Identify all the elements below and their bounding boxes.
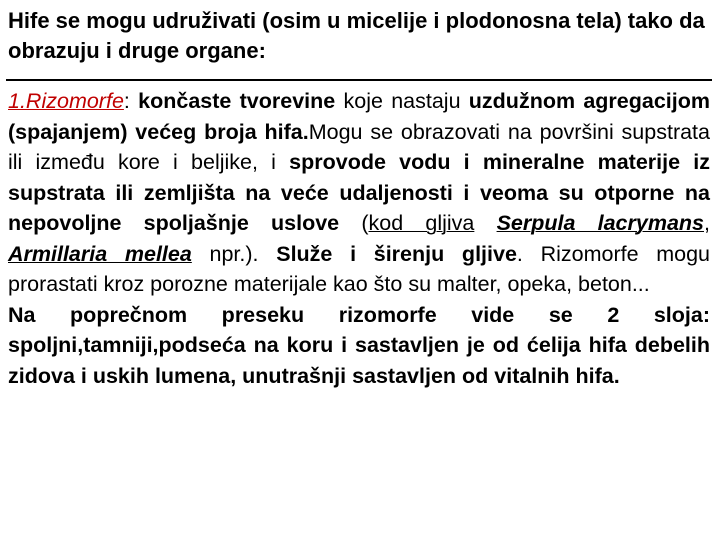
definition-normal: koje nastaju (335, 89, 461, 113)
paragraph-cross-section: Na poprečnom preseku rizomorfe vide se 2 sloja: spoljni,tamniji,podseća na koru i sastavljen je od ćelija hifa debelih zidova i uskih lumena, unutrašnji sastavljen od vitalnih hifa. (8, 302, 710, 388)
definition-bold: končaste tvorevine (129, 89, 336, 113)
serve-spread-bold: Služe i širenju gljive (258, 241, 517, 266)
species-comma: , (704, 211, 710, 235)
kod-gljiva-link: kod gljiva (368, 211, 475, 235)
conducts-water-bold: sprovode vodu i mineralne materije iz supstrata ili zemljišta na veće udaljenosti i veoma su otporne na nepovoljne spoljašnje uslove (8, 150, 710, 235)
aggregation-bold: uzdužnom agregacijom (spajanjem) većeg broja hifa. (8, 89, 710, 144)
slide-body (8, 86, 710, 391)
species-serpula: Serpula lacrymans (496, 211, 704, 235)
sentence-formation: Mogu se obrazovati na površini supstrata ili između kore i beljike, i (8, 119, 710, 174)
term-colon: : (123, 89, 130, 113)
sentence-porous: . Rizomorfe mogu prorastati kroz porozne materijale kao što su malter, opeka, beton... (8, 241, 711, 296)
space-1 (474, 211, 496, 235)
divider-line (6, 79, 712, 81)
slide-heading: Hife se mogu udruživati (osim u micelije i plodonosna tela) tako da obrazuju i druge organe: (8, 8, 705, 63)
paren-open: ( (339, 211, 369, 235)
paragraph-rizomorfe (8, 86, 710, 300)
npr-text: npr.). (191, 241, 259, 266)
term-rizomorfe: 1.Rizomorfe (8, 89, 124, 113)
species-armillaria: Armillaria mellea (8, 241, 192, 266)
